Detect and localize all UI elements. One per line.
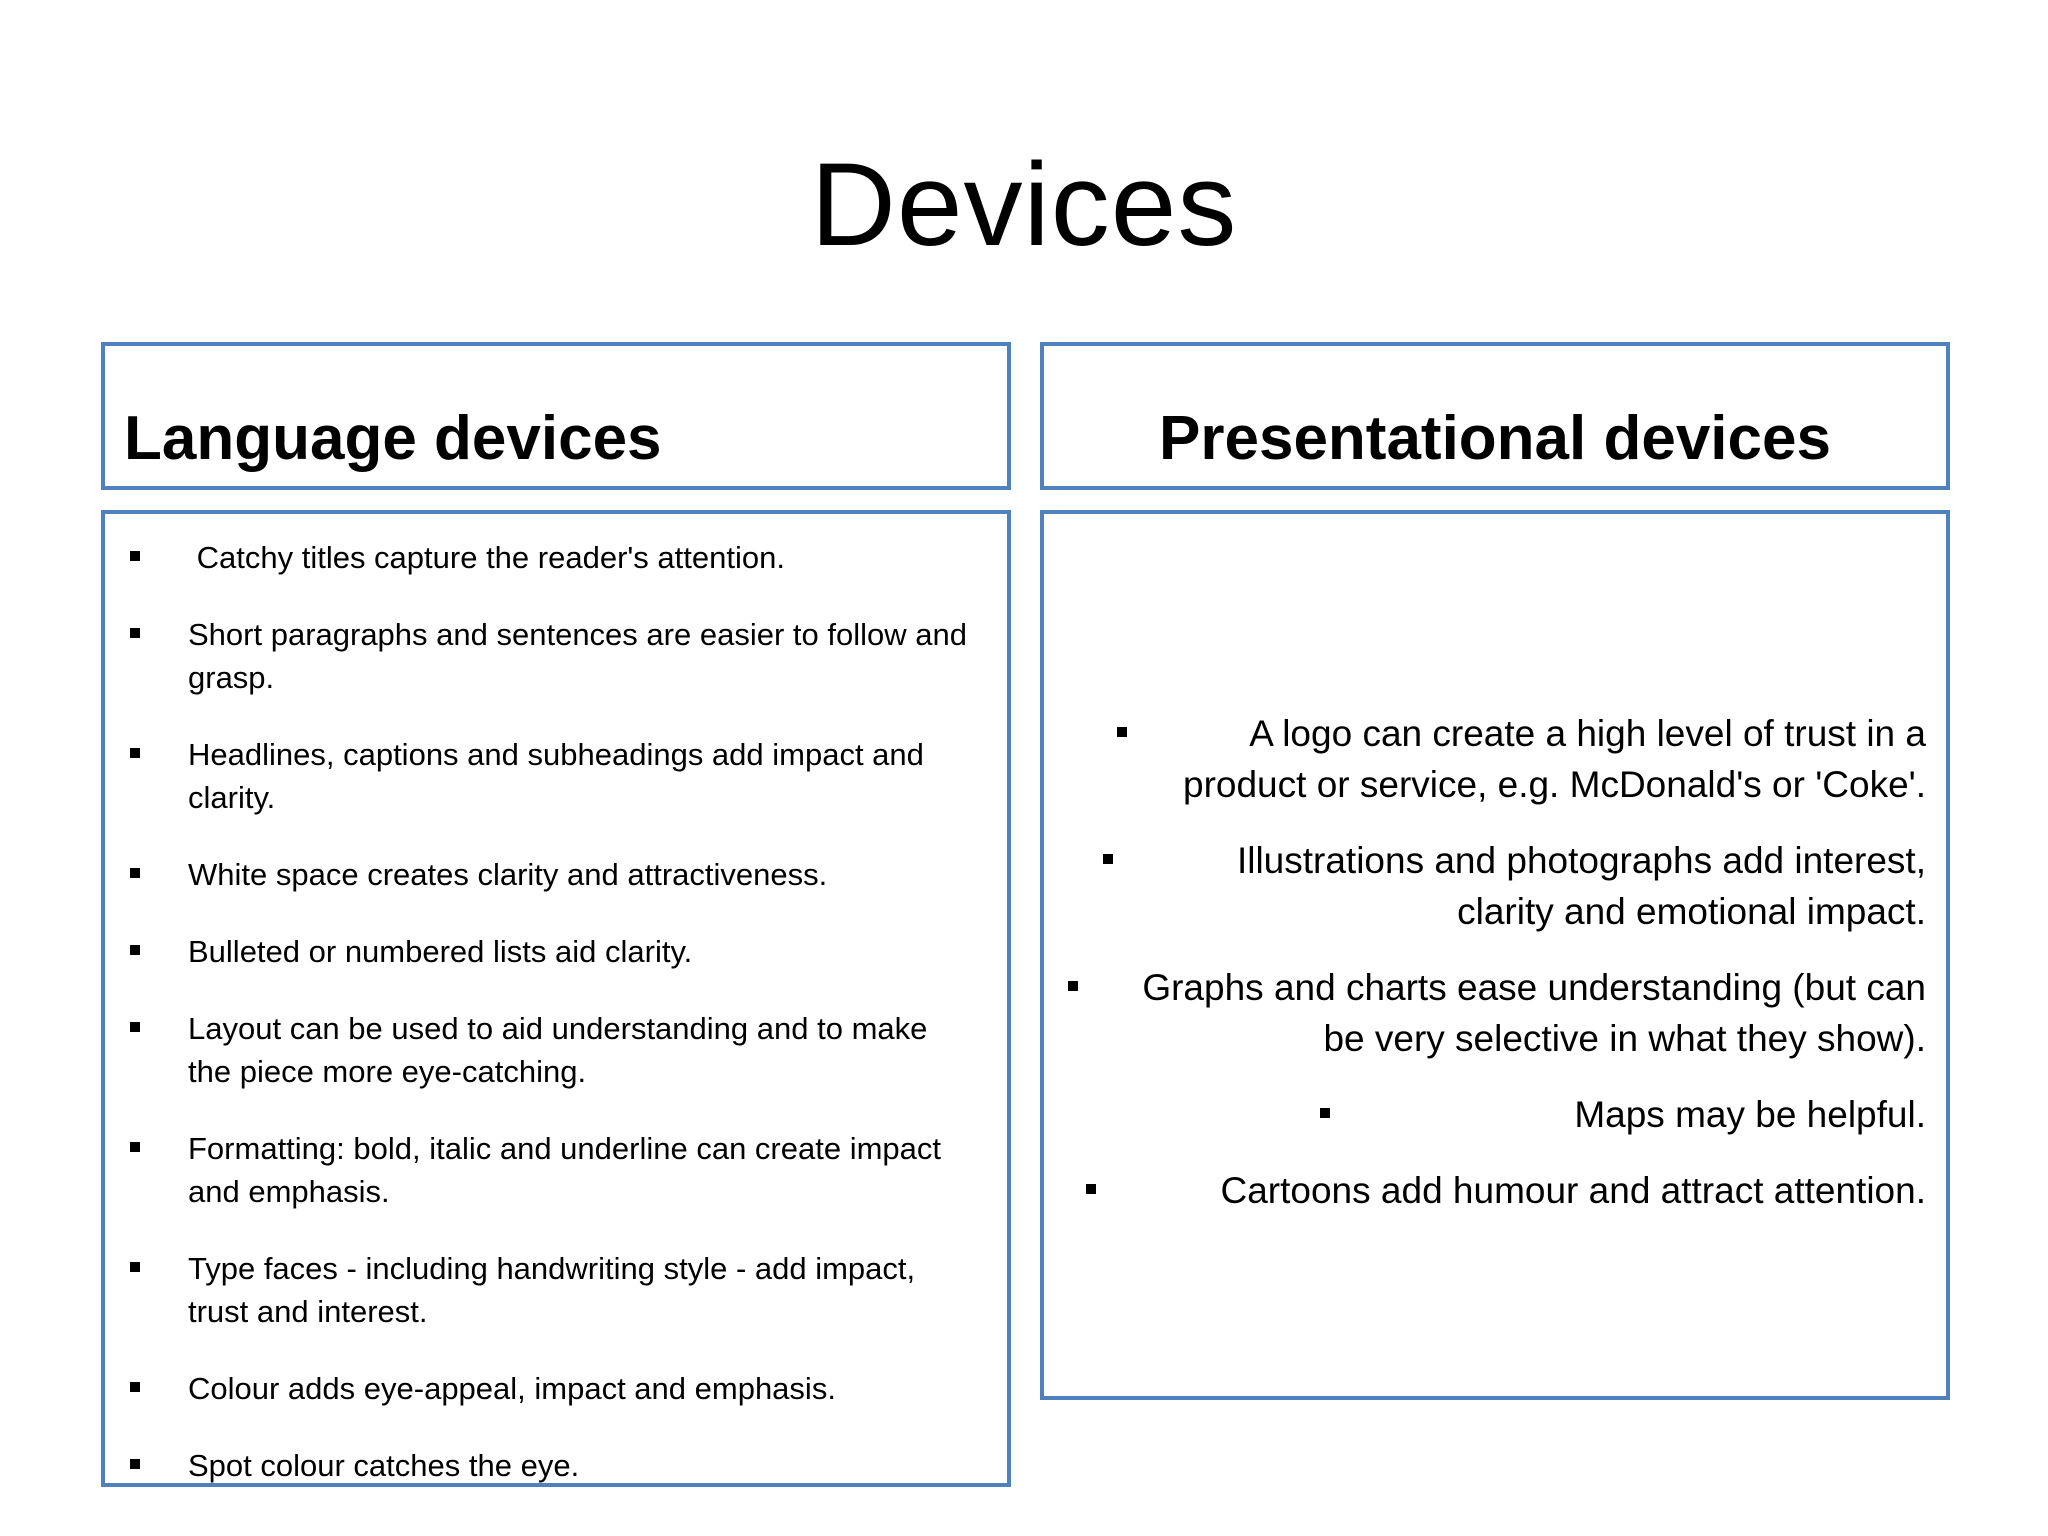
presentational-devices-header-box [1040, 342, 1950, 490]
list-item-text: Colour adds eye-appeal, impact and emphasis. [188, 1371, 836, 1406]
language-devices-list-box [101, 510, 1011, 1487]
list-item-text: Illustrations and photographs add interest, clarity and emotional impact. [1236, 840, 1926, 932]
square-bullet-icon [130, 748, 140, 758]
list-item-text: Type faces - including handwriting style - add impact, trust and interest. [188, 1251, 916, 1329]
list-item [105, 853, 1007, 896]
language-devices-list [105, 536, 1007, 1521]
square-bullet-icon [1117, 727, 1127, 737]
list-item-text: Headlines, captions and subheadings add impact and clarity. [188, 737, 924, 815]
presentational-devices-list [1044, 708, 1946, 1241]
slide-title: Devices [810, 139, 1238, 271]
square-bullet-icon [1086, 1184, 1096, 1194]
square-bullet-icon [130, 1459, 140, 1469]
language-devices-heading: Language devices [124, 404, 662, 473]
square-bullet-icon [130, 1382, 140, 1392]
list-item [1044, 1165, 1946, 1216]
language-devices-header-box [101, 342, 1011, 490]
list-item [105, 733, 1007, 819]
square-bullet-icon [130, 1022, 140, 1032]
square-bullet-icon [1068, 981, 1078, 991]
square-bullet-icon [130, 1142, 140, 1152]
list-item [105, 1007, 1007, 1093]
list-item [105, 613, 1007, 699]
square-bullet-icon [130, 868, 140, 878]
list-item-text: Cartoons add humour and attract attention. [1220, 1170, 1926, 1211]
list-item-text: Short paragraphs and sentences are easier to follow and grasp. [188, 617, 967, 695]
presentational-devices-heading: Presentational devices [1159, 404, 1831, 473]
list-item-text: Layout can be used to aid understanding and to make the piece more eye-catching. [188, 1011, 928, 1089]
square-bullet-icon [1103, 854, 1113, 864]
list-item [1044, 1089, 1946, 1140]
list-item-text: Graphs and charts ease understanding (but can be very selective in what they show). [1142, 967, 1926, 1059]
list-item [1044, 962, 1946, 1064]
list-item [105, 930, 1007, 973]
list-item-text: White space creates clarity and attractiveness. [188, 857, 828, 892]
list-item [105, 1247, 1007, 1333]
list-item [105, 1127, 1007, 1213]
presentational-devices-list-box [1040, 510, 1950, 1400]
list-item [1044, 708, 1946, 810]
list-item [1044, 835, 1946, 937]
square-bullet-icon [130, 628, 140, 638]
list-item-text: Bulleted or numbered lists aid clarity. [188, 934, 693, 969]
list-item-text: Catchy titles capture the reader's attention. [188, 540, 785, 575]
list-item-text: Formatting: bold, italic and underline can create impact and emphasis. [188, 1131, 942, 1209]
square-bullet-icon [1320, 1108, 1330, 1118]
square-bullet-icon [130, 551, 140, 561]
list-item [105, 1367, 1007, 1410]
list-item [105, 536, 1007, 579]
list-item [105, 1444, 1007, 1487]
list-item-text: A logo can create a high level of trust in a product or service, e.g. McDonald's or 'Coke'. [1183, 713, 1926, 805]
list-item-text: Spot colour catches the eye. [188, 1448, 580, 1483]
square-bullet-icon [130, 1262, 140, 1272]
square-bullet-icon [130, 945, 140, 955]
list-item-text: Maps may be helpful. [1574, 1094, 1926, 1135]
